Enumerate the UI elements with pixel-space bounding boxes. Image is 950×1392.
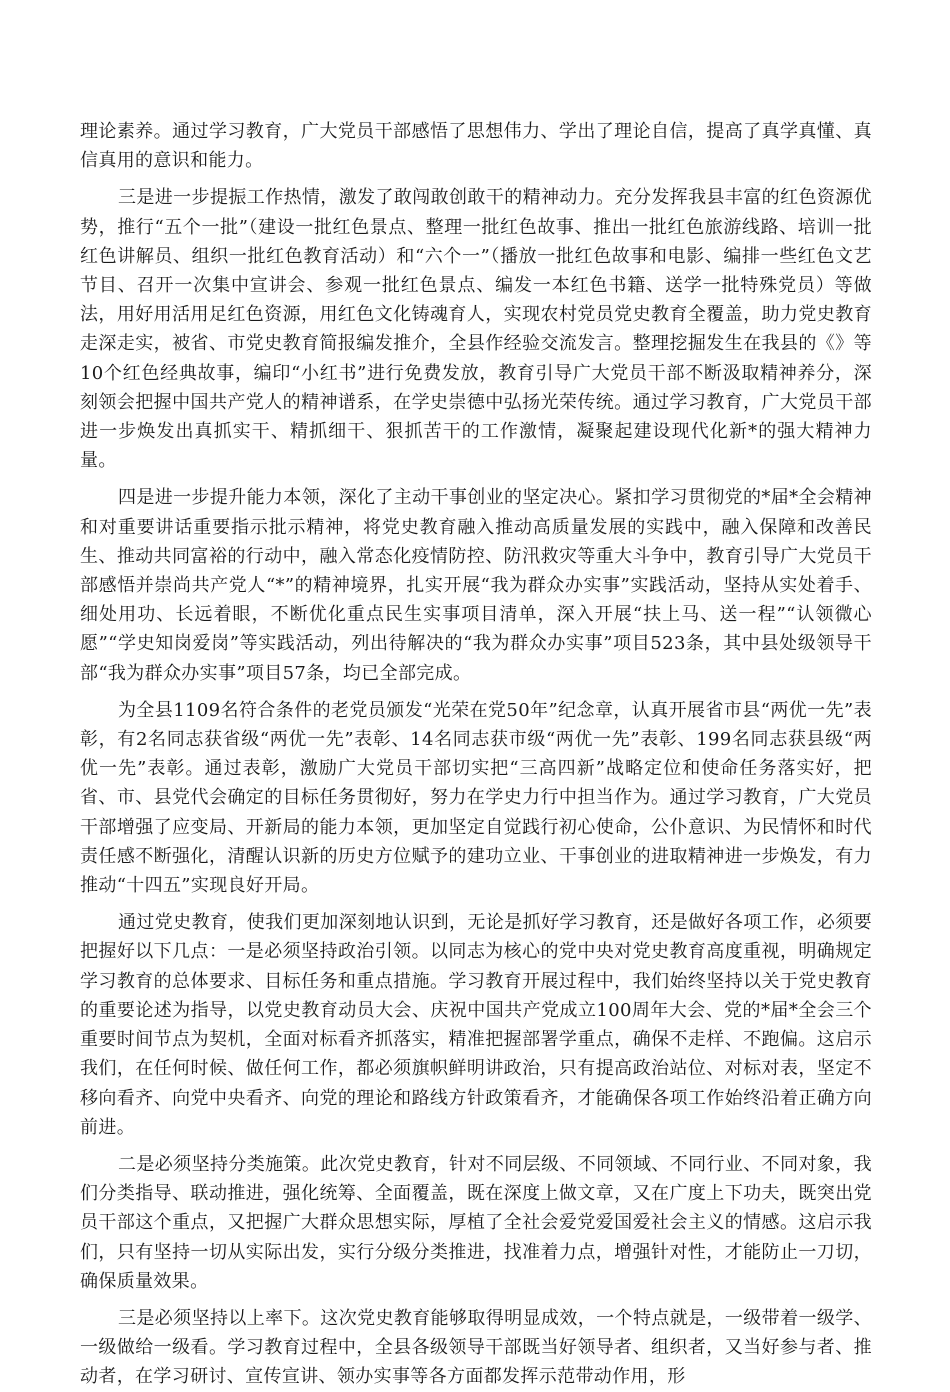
paragraph-capability: 四是进一步提升能力本领，深化了主动干事创业的坚定决心。紧扣学习贯彻党的*届*全会精神和对重要讲话重要指示批示精神，将党史教育融入推动高质量发展的实践中，融入保障和改善民生、推动共同富裕的行动中，融入常态化疫情防控、防汛救灾等重大斗争中，教育引导广大党员干部感悟并崇尚共产党人“*”的精神境界，扎实开展“我为群众办实事”实践活动，坚持从实处着手、细处用功、长远着眼，不断优化重点民生实事项目清单，深入开展“扶上马、送一程”“认领微心愿”“学史知岗爱岗”等实践活动，列出待解决的“我为群众办实事”项目523条，其中县处级领导干部“我为群众办实事”项目57条，均已全部完成。 [80,487,872,684]
paragraph-commendation: 为全县1109名符合条件的老党员颁发“光荣在党50年”纪念章，认真开展省市县“两优一先”表彰，有2名同志获省级“两优一先”表彰、14名同志获市级“两优一先”表彰、199名同志获县级“两优一先”表彰。通过表彰，激励广大党员干部切实把“三高四新”战略定位和使命任务落实好，把省、市、县党代会确定的目标任务贯彻好，努力在学史力行中担当作为。通过学习教育，广大党员干部增强了应变局、开新局的能力本领，更加坚定自觉践行初心使命，公仆意识、为民情怀和时代责任感不断强化，清醒认识新的历史方位赋予的建功立业、干事创业的进取精神进一步焕发，有力推动“十四五”实现良好开局。 [80,699,872,897]
paragraph-classified-measures: 二是必须坚持分类施策。此次党史教育，针对不同层级、不同领域、不同行业、不同对象，我们分类指导、联动推进，强化统筹、全面覆盖，既在深度上做文章，又在广度上下功夫，既突出党员干部这个重点，又把握广大群众思想实际，厚植了全社会爱党爱国爱社会主义的情感。这启示我们，只有坚持一切从实际出发，实行分级分类推进，找准着力点，增强针对性，才能防止一刀切，确保质量效果。 [80,1153,872,1292]
document-body [80,117,872,1392]
paragraph-continuation: 理论素养。通过学习教育，广大党员干部感悟了思想伟力、学出了理论自信，提高了真学真懂、真信真用的意识和能力。 [80,121,872,172]
paragraph-political-guidance: 通过党史教育，使我们更加深刻地认识到，无论是抓好学习教育，还是做好各项工作，必须要把握好以下几点：一是必须坚持政治引领。以同志为核心的党中央对党史教育高度重视，明确规定学习教育的总体要求、目标任务和重点措施。学习教育开展过程中，我们始终坚持以关于党史教育的重要论述为指导，以党史教育动员大会、庆祝中国共产党成立100周年大会、党的*届*全会三个重要时间节点为契机，全面对标看齐抓落实，精准把握部署学重点，确保不走样、不跑偏。这启示我们，在任何时候、做任何工作，都必须旗帜鲜明讲政治，只有提高政治站位、对标对表，坚定不移向看齐、向党中央看齐、向党的理论和路线方针政策看齐，才能确保各项工作始终沿着正确方向前进。 [80,912,872,1138]
paragraph-work-enthusiasm: 三是进一步提振工作热情，激发了敢闯敢创敢干的精神动力。充分发挥我县丰富的红色资源优势，推行“五个一批”（建设一批红色景点、整理一批红色故事、推出一批红色旅游线路、培训一批红色讲解员、组织一批红色教育活动）和“六个一”（播放一批红色故事和电影、编排一些红色文艺节目、召开一次集中宣讲会、参观一批红色景点、编发一本红色书籍、送学一批特殊党员）等做法，用好用活用足红色资源，用红色文化铸魂育人，实现农村党员党史教育全覆盖，助力党史教育走深走实，被省、市党史教育简报编发推介，全县作经验交流发言。整理挖掘发生在我县的《》等10个红色经典故事，编印“小红书”进行免费发放，教育引导广大党员干部不断汲取精神养分，深刻领会把握中国共产党人的精神谱系，在学史崇德中弘扬光荣传统。通过学习教育，广大党员干部进一步焕发出真抓实干、精抓细干、狠抓苦干的工作激情，凝聚起建设现代化新*的强大精神力量。 [80,187,872,472]
paragraph-lead-by-example: 三是必须坚持以上率下。这次党史教育能够取得明显成效，一个特点就是，一级带着一级学、一级做给一级看。学习教育过程中，全县各级领导干部既当好领导者、组织者，又当好参与者、推动者，在学习研讨、宣传宣讲、领办实事等各方面都发挥示范带动作用，形 [80,1307,872,1388]
